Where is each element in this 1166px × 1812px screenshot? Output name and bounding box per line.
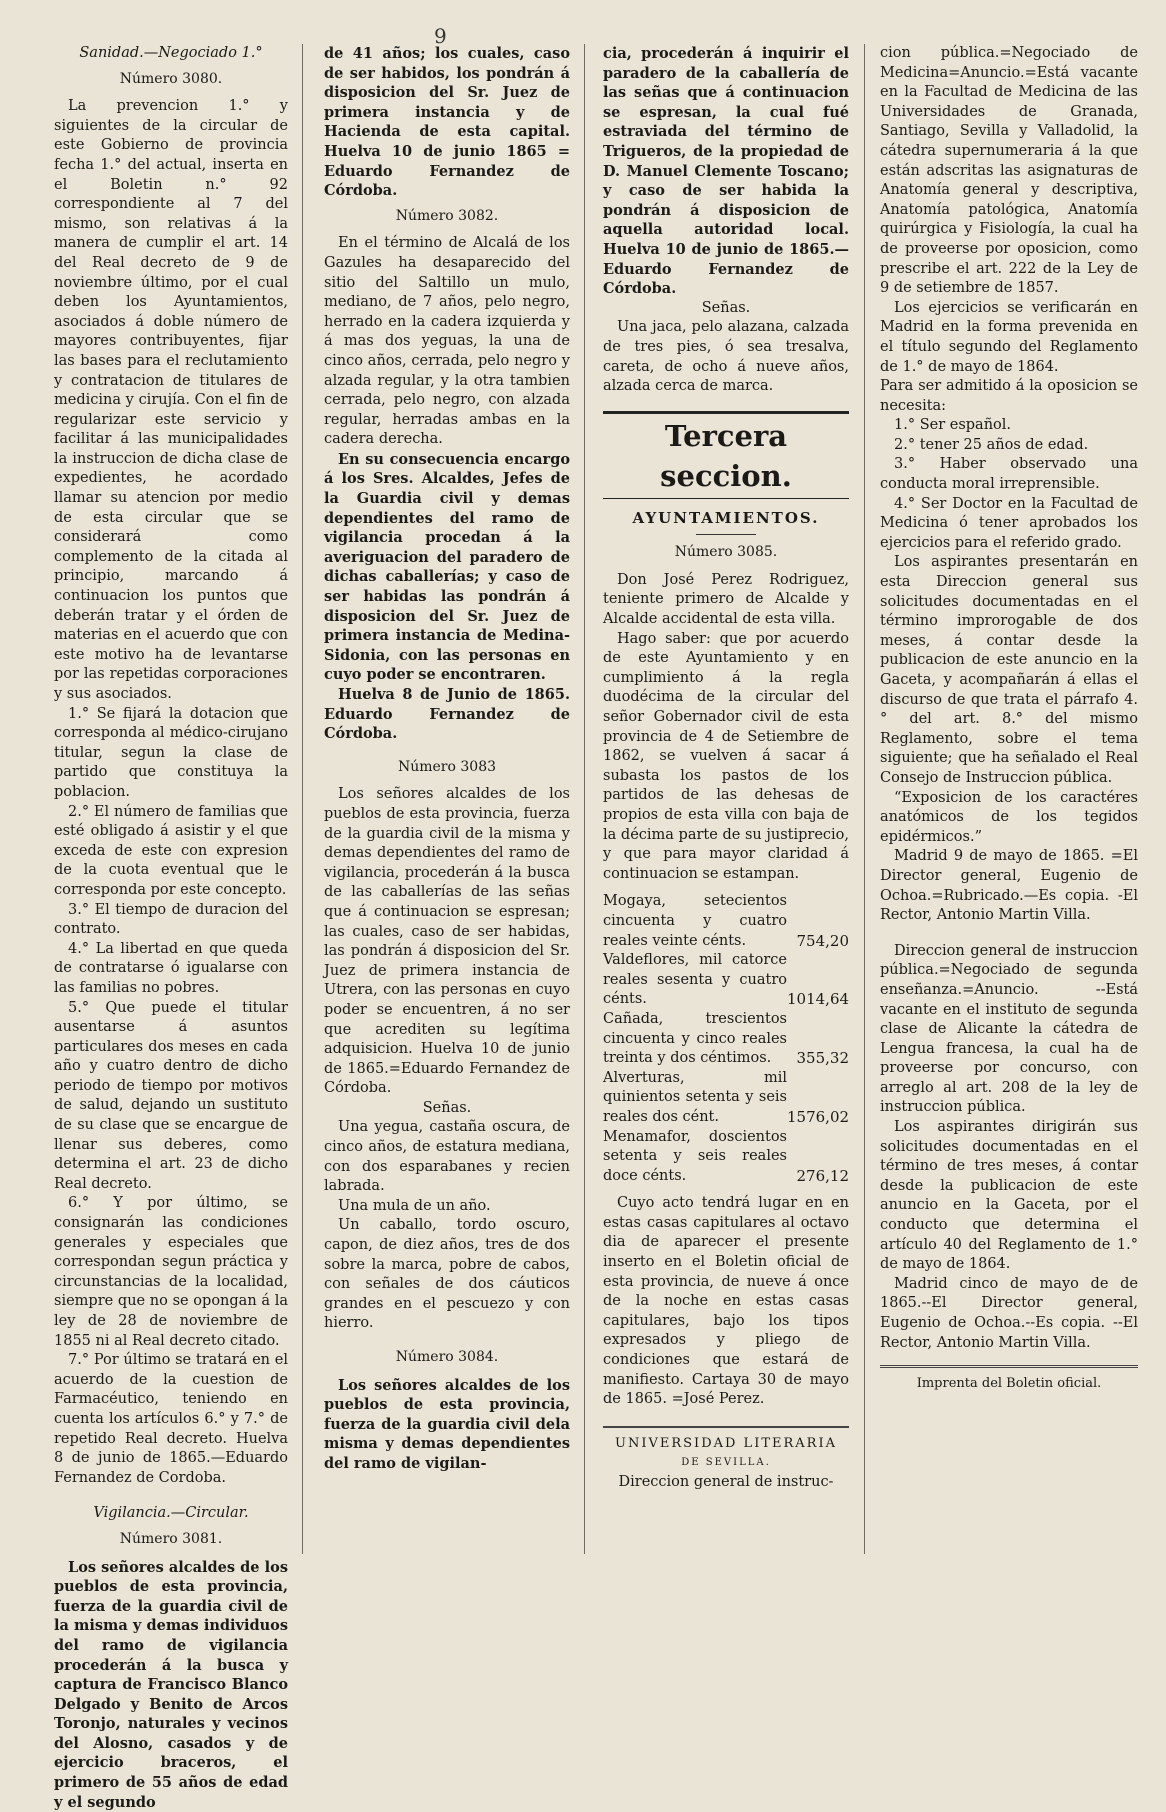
column-3 (603, 44, 849, 1584)
list-item: 3.° Haber observado una conducta moral irreprensible. (880, 456, 1138, 493)
paragraph: Cuyo acto tendrá lugar en en estas casas capitulares al octavo dia de aparecer el presente inserto en el Boletin oficial de esta provincia, de nueve á once de la noche en estas casas capitulares, bajo los tipos expresados y pliego de condiciones que estará de manifiesto. Cartaya 30 de mayo de 1865. =José Perez. (603, 1195, 849, 1408)
price-value: 1576,02 (787, 1107, 850, 1126)
subheading: Señas. (422, 1099, 472, 1116)
price-item (603, 951, 849, 1010)
paragraph: Una jaca, pelo alazana, calzada de tres pies, ó sea tresalva, careta, de ocho á nueve años, alzada cerca de marca. (603, 319, 849, 395)
list-item: 4.° La libertad en que queda de contratarse ó igualarse con las familias no pobres. (54, 940, 288, 996)
list-item: 2.° El número de familias que esté obligado á asistir y el que exceda de este con expresion de la cuota eventual que le corresponda por este concepto. (54, 803, 288, 898)
price-item (603, 892, 849, 951)
price-desc: Menamafor, doscientos setenta y seis reales doce cénts. (603, 1128, 787, 1184)
price-desc: Valdeflores, mil catorce reales sesenta y cuatro cénts. (603, 952, 787, 1008)
paragraph: Los aspirantes dirigirán sus solicitudes documentadas en el término de tres meses, á contar desde la publicacion de este anuncio en la Gaceta, por el conducto que determina el artículo 40 del Reglamento de 1.° de mayo de 1864. (880, 1119, 1138, 1273)
notice-number: Número 3080. (119, 70, 223, 87)
price-item (603, 1010, 849, 1069)
signature-line: Huelva 8 de Junio de 1865. Eduardo Fernandez de Córdoba. (324, 686, 570, 743)
section-subheader: DE SEVILLA. (681, 1457, 771, 1469)
paragraph: Los señores alcaldes de los pueblos de esta provincia, fuerza de la guardia civil de la misma y demas individuos del ramo de vigilancia procederán á la busca y captura de Francisco Blanco Delgado y Benito de Arcos Toronjo, naturales y vecinos del Alosno, casados y de ejercicio braceros, el primero de 55 años de edad y el segundo (54, 1558, 288, 1811)
section-subtitle: AYUNTAMIENTOS. (632, 508, 820, 527)
price-desc: Alverturas, mil quinientos setenta y seis reales dos cént. (603, 1069, 787, 1125)
list-item: 7.° Por último se tratará en el acuerdo de la cuestion de Farmacéutico, teniendo en cuenta los artículos 6.° y 7.° de repetido Real decreto. Huelva 8 de junio de 1865.—Eduardo Fernandez de Cordoba. (54, 1352, 288, 1486)
signature-line: Madrid cinco de mayo de de 1865.--El Director general, Eugenio de Ochoa.--Es copia. --El Rector, Antonio Martin Villa. (880, 1275, 1138, 1351)
paragraph: En el término de Alcalá de los Gazules ha desaparecido del sitio del Saltillo un mulo, mediano, de 7 años, pelo negro, herrado en la cadera izquierda y á mas dos yeguas, la una de cinco años, cerrada, pelo negro y alzada regular, y la otra tambien cerrada, pelo negro, con alzada regular, herradas ambas en la cadera derecha. (324, 235, 570, 448)
price-value: 355,32 (796, 1049, 849, 1068)
paragraph: Los ejercicios se verificarán en Madrid en la forma prevenida en el título segundo del Reglamento de 1.° de mayo de 1864. (880, 299, 1138, 375)
column-rule (584, 44, 585, 1554)
list-item: Un caballo, tordo oscuro, capon, de diez años, tres de dos sobre la marca, pobre de cabos, con señales de dos cáuticos grandes en el pescuezo y con hierro. (324, 1217, 570, 1332)
printer-imprint: Imprenta del Boletin oficial. (880, 1365, 1138, 1394)
price-item (603, 1128, 849, 1187)
paragraph: Don José Perez Rodriguez, teniente primero de Alcalde y Alcalde accidental de esta villa. (603, 571, 849, 628)
paragraph: Los aspirantes presentarán en esta Direccion general sus solicitudes documentadas en el término improrogable de dos meses, á contar desde la publicacion de este anuncio en la Gaceta, y acompañarán á ellas el discurso de que trata el párrafo 4.° del art. 8.° del mismo Reglamento, sobre el tema siguiente; que ha señalado el Real Consejo de Instruccion pública. (880, 554, 1138, 786)
list-item: 6.° Y por último, se consignarán las condiciones generales y especiales que correspondan segun práctica y circunstancias de la localidad, siempre que no se opongan á la ley de 28 de noviembre de 1855 ni al Real decreto citado. (54, 1195, 288, 1349)
notice-number: Número 3082. (395, 207, 499, 224)
list-item: 1.° Se fijará la dotacion que corresponda al médico-cirujano titular, segun la clase de partido que constituya la poblacion. (54, 705, 288, 800)
section-header: Vigilancia.—Circular. (93, 1505, 249, 1522)
column-2 (324, 44, 570, 1584)
section-header: UNIVERSIDAD LITERARIA (603, 1426, 849, 1454)
notice-number: Número 3084. (395, 1349, 499, 1365)
notice-number: Número 3085. (674, 544, 778, 561)
paragraph: En su consecuencia encargo á los Sres. Alcaldes, Jefes de la Guardia civil y demas dependientes del ramo de vigilancia procedan á la averiguacion del paradero de dichas caballerías; y caso de ser habidas las pondrán á disposicion del Sr. Juez de primera instancia de Medina-Sidonia, con las personas en cuyo poder se encontraren. (324, 450, 570, 684)
paragraph: Los señores alcaldes de los pueblos de esta provincia, fuerza de la guardia civil dela misma y demas dependientes del ramo de vigilan- (324, 1376, 570, 1472)
paragraph: Hago saber: que por acuerdo de este Ayuntamiento y en cumplimiento á la regla duodécima de la circular del señor Gobernador civil de esta provincia de 4 de Setiembre de 1862, se vuelven á sacar á subasta los pastos de los partidos de las dehesas de propios de esta villa con baja de la décima parte de su justiprecio, y que para mayor claridad á continuacion se estampan. (603, 630, 849, 882)
list-item: Una yegua, castaña oscura, de cinco años, de estatura mediana, con dos esparabanes y recien labrada. (324, 1119, 570, 1195)
paragraph: Los señores alcaldes de los pueblos de esta provincia, fuerza de la guardia civil de la misma y demas dependientes del ramo de vigilancia, procederán á la busca de las caballerías de las señas que á continuacion se espresan; las cuales, caso de ser habidas, las pondrán á disposicion del Sr. Juez de primera instancia de Utrera, con las personas en cuyo poder se encuentren, á no ser que acrediten su legítima adquisicion. Huelva 10 de junio de 1865.=Eduardo Fernandez de Córdoba. (324, 786, 570, 1097)
list-item: 3.° El tiempo de duracion del contrato. (54, 901, 288, 938)
paragraph: “Exposicion de los caractéres anatómicos de los tegidos epidérmicos.” (880, 789, 1138, 845)
column-rule (864, 44, 865, 1554)
paragraph: La prevencion 1.° y siguientes de la circular de este Gobierno de provincia fecha 1.° del actual, inserta en el Boletin n.° 92 correspondiente al 7 del mismo, son relativas á la manera de cumplir el art. 14 del Real decreto de 9 de noviembre último, por el cual deben los Ayuntamientos, asociados á doble número de mayores contribuyentes, fijar las bases para el reclutamiento y contratacion de titulares de medicina y cirujía. Con el fin de regularizar este servicio y facilitar á las municipalidades la instruccion de dicha clase de expedientes, he acordado llamar su atencion por medio de esta circular que se considerará como complemento de la citada al principio, marcando á continuacion los puntos que deberán tratar y el órden de materias en el acuerdo que con este motivo ha de levantarse por las repetidas corporaciones y sus asociados. (54, 98, 288, 702)
price-desc: Cañada, trescientos cincuenta y cinco reales treinta y dos céntimos. (603, 1010, 787, 1067)
divider (696, 534, 756, 535)
column-4 (880, 44, 1138, 1584)
list-item: 5.° Que puede el titular ausentarse á asuntos particulares dos meses en cada año y cuatro dentro de dicho periodo de tiempo por motivos de salud, dejando un sustituto de su clase que se encargue de llenar sus deberes, como determina el art. 23 de dicho Real decreto. (54, 999, 288, 1192)
paragraph: cion pública.=Negociado de Medicina=Anuncio.=Está vacante en la Facultad de Medicina de las Universidades de Granada, Santiago, Sevilla y Valladolid, la cátedra supernumeraria á la que están adscritas las asignaturas de Anatomía general y descriptiva, Anatomía patológica, Anatomía quirúrgica y Fisiología, la cual ha de proveerse por oposicion, como prescribe el art. 222 de la Ley de 9 de setiembre de 1857. (880, 45, 1138, 297)
column-rule (302, 44, 303, 1554)
price-value: 276,12 (796, 1166, 849, 1185)
column-1 (54, 44, 288, 1811)
price-item (603, 1069, 849, 1128)
price-value: 754,20 (796, 931, 849, 950)
notice-number: Número 3081. (119, 1530, 223, 1547)
page-mark: 9 (434, 24, 447, 48)
list-item: Una mula de un año. (338, 1197, 491, 1214)
section-title: Tercera seccion. (603, 411, 849, 499)
price-desc: Mogaya, setecientos cincuenta y cuatro reales veinte cénts. (603, 893, 787, 949)
list-item: 4.° Ser Doctor en la Facultad de Medicina ó tener aprobados los ejercicios para el referido grado. (880, 495, 1138, 551)
paragraph: cia, procederán á inquirir el paradero de la caballería de las señas que á continuacion se espresan, la cual fué estraviada del término de Trigueros, de la propiedad de D. Manuel Clemente Toscano; y caso de ser habida la pondrán á disposicion de aquella autoridad local. Huelva 10 de junio de 1865.—Eduardo Fernandez de Córdoba. (603, 45, 849, 298)
paragraph: Para ser admitido á la oposicion se necesita: (880, 378, 1138, 414)
list-item: 1.° Ser español. (894, 417, 1012, 434)
paragraph: Direccion general de instruccion pública.=Negociado de segunda enseñanza.=Anuncio. --Está vacante en el instituto de segunda clase de Alicante la cátedra de Lengua francesa, la cual ha de proveerse por concurso, con arreglo al art. 208 de la ley de instruccion pública. (880, 942, 1138, 1116)
price-value: 1014,64 (787, 990, 850, 1009)
paragraph: de 41 años; los cuales, caso de ser habidos, los pondrán á disposicion del Sr. Juez de primera instancia y de Hacienda de esta capital. Huelva 10 de junio 1865 = Eduardo Fernandez de Córdoba. (324, 45, 570, 200)
notice-number: Número 3083 (397, 758, 497, 775)
signature-line: Madrid 9 de mayo de 1865. =El Director general, Eugenio de Ochoa.=Rubricado.—Es copia. -El Rector, Antonio Martin Villa. (880, 848, 1138, 924)
list-item: 2.° tener 25 años de edad. (894, 436, 1089, 453)
section-header: Sanidad.—Negociado 1.° (79, 45, 263, 61)
subheading: Señas. (701, 299, 751, 316)
paragraph: Direccion general de instruc- (618, 1474, 834, 1490)
